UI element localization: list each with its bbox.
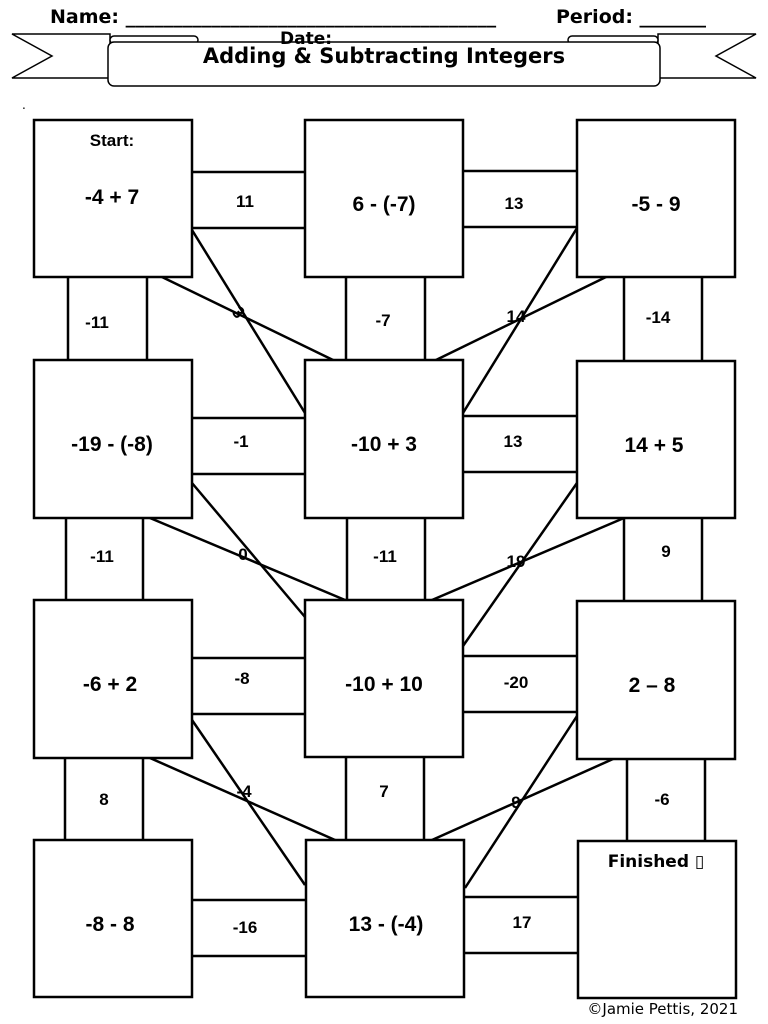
path-answer: -11 bbox=[85, 313, 109, 332]
period-line: Period: _______ bbox=[556, 6, 707, 28]
cell-r2c3-expression: 14 + 5 bbox=[624, 434, 684, 457]
path-answer: -14 bbox=[645, 308, 671, 327]
date-line: Date: bbox=[280, 29, 333, 49]
path-answer: 19 bbox=[506, 552, 526, 571]
cell-r4c2-expression: 13 - (-4) bbox=[348, 913, 424, 936]
path-answer: -1 bbox=[233, 432, 249, 451]
cell-r1c1-expression: -4 + 7 bbox=[84, 186, 140, 209]
path-answer: 13 bbox=[504, 194, 524, 213]
path-answer: 0 bbox=[238, 545, 248, 564]
path-answer: -6 bbox=[654, 790, 670, 809]
finish-label: Finished ▯ bbox=[607, 852, 705, 872]
path-answer: 9 bbox=[661, 542, 671, 561]
path-answer: 17 bbox=[512, 913, 532, 932]
path-answer: -20 bbox=[503, 673, 529, 692]
cell-r3c2-expression: -10 + 10 bbox=[345, 673, 423, 696]
path-answer: -7 bbox=[375, 311, 391, 330]
copyright: ©Jamie Pettis, 2021 bbox=[587, 1000, 738, 1018]
name-line: Name: _______________________________________ bbox=[50, 6, 497, 28]
cell-r3c3-expression: 2 – 8 bbox=[628, 674, 676, 697]
path-answer: 11 bbox=[236, 192, 254, 211]
path-answer: 9 bbox=[511, 793, 521, 812]
cell-r2c1-expression: -19 - (-8) bbox=[71, 433, 153, 456]
path-answer: 13 bbox=[503, 432, 523, 451]
path-answer: -11 bbox=[373, 547, 397, 566]
worksheet-title: Adding & Subtracting Integers bbox=[202, 44, 566, 68]
stray-dot: . bbox=[22, 98, 26, 112]
cell-r1c2-expression: 6 - (-7) bbox=[352, 193, 416, 216]
cell-r4c1-expression: -8 - 8 bbox=[85, 913, 135, 936]
path-answer: 14 bbox=[506, 307, 526, 326]
path-answer: 8 bbox=[99, 790, 109, 809]
cell-r3c1-expression: -6 + 2 bbox=[82, 673, 138, 696]
path-answer: 7 bbox=[379, 782, 389, 801]
start-label: Start: bbox=[89, 131, 135, 150]
path-answer: -4 bbox=[236, 782, 252, 801]
cell-r2c2-expression: -10 + 3 bbox=[351, 433, 417, 456]
path-answer: -11 bbox=[90, 547, 114, 566]
cell-r1c3-expression: -5 - 9 bbox=[631, 193, 681, 216]
path-answer: -16 bbox=[232, 918, 258, 937]
path-answer: -8 bbox=[234, 669, 250, 688]
path-answer: 3 bbox=[227, 302, 249, 323]
